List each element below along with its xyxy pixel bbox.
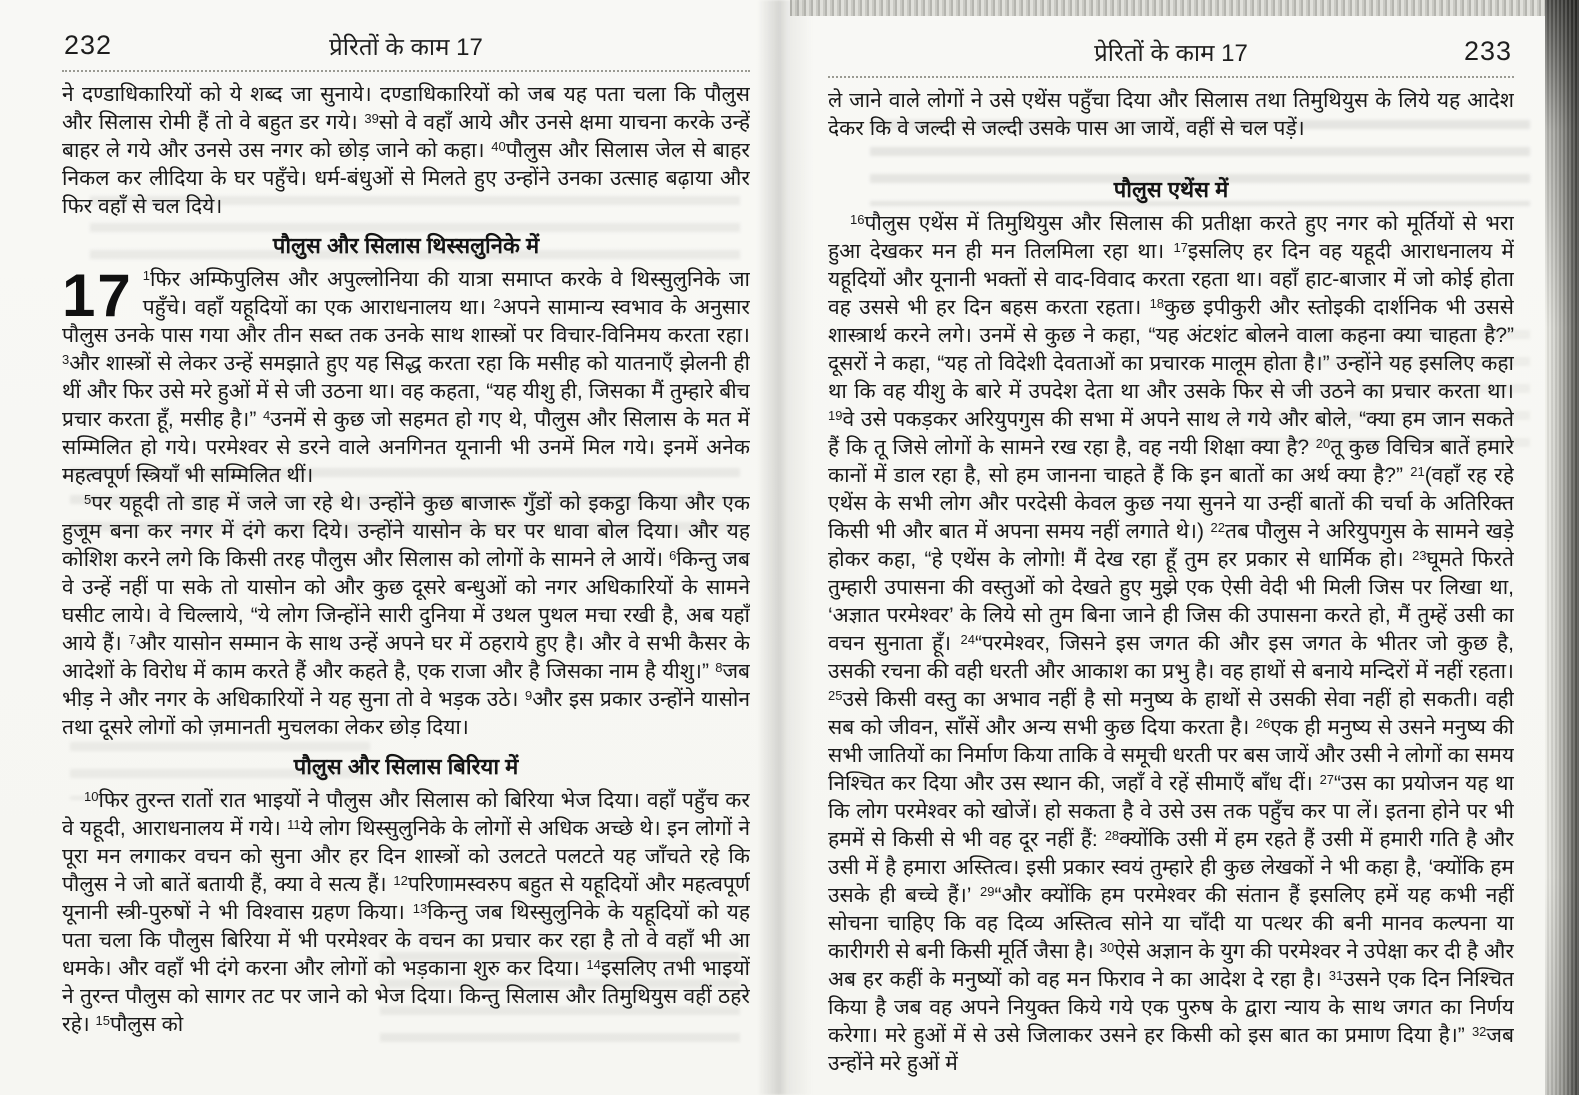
verse-number: 19: [828, 408, 843, 423]
verse-number: 20: [1315, 436, 1331, 451]
verse-number: 14: [586, 957, 601, 972]
verse-number: 30: [1099, 940, 1115, 955]
verse-number: 12: [393, 873, 408, 888]
verse-number: 16: [850, 212, 865, 227]
section-heading: पौलुस और सिलास थिस्सलुनिके में: [272, 233, 540, 258]
verse-number: 6: [669, 548, 677, 563]
page-body-left: [62, 81, 750, 1039]
stacked-page-edges-top: [790, 0, 1579, 16]
page-body-right: [828, 87, 1514, 1078]
body-paragraph: $^{10}$फिर तुरन्त रातों रात भाइयों ने पौलुस और सिलास को बिरिया भेज दिया। वहाँ पहुँच कर वे यहूदी, आराधनालय में गये। $^{11}$ये लोग थिस्सुलुनिके के लोगों से अधिक अच्छे थे। इन लोगों ने पूरा मन लगाकर वचन को सुना और हर दिन शास्त्रों को उलटते पलटते यह जाँचते रहे कि पौलुस ने जो बातें बतायी हैं, क्या वे सत्य हैं। $^{12}$परिणामस्वरुप बहुत से यहूदियों और महत्वपूर्ण यूनानी स्त्री-पुरुषों ने भी विश्वास ग्रहण किया। $^{13}$किन्तु जब थिस्सुलुनिके के यहूदियों को यह पता चला कि पौलुस बिरिया में भी परमेश्वर के वचन का प्रचार कर रहा है तो वे वहाँ भी आ धमके। और वहाँ भी दंगे करना और लोगों को भड़काना शुरु कर दिया। $^{14}$इसलिए तभी भाइयों ने तुरन्त पौलुस को सागर तट पर जाने को भेज दिया। किन्तु सिलास और तिमुथियुस वहीं ठहरे रहे। $^{15}$पौलुस को: [62, 789, 750, 1036]
section-heading: पौलुस एथेंस में: [1113, 177, 1229, 202]
header-dotted-rule-right: [828, 76, 1514, 78]
body-paragraph: ने दण्डाधिकारियों को ये शब्द जा सुनाये। दण्डाधिकारियों को जब यह पता चला कि पौलुस और सिलास रोमी हैं तो वे बहुत डर गये। $^{39}$सो वे वहाँ आये और उनसे क्षमा याचना करके उन्हें बाहर ले गये और उनसे उस नगर को छोड़ जाने को कहा। $^{40}$पौलुस और सिलास जेल से बाहर निकल कर लीदिया के घर पहुँचे। धर्म-बंधुओं से मिलते हुए उन्होंने उनका उत्साह बढ़ाया और फिर वहाँ से चल दिये।: [62, 83, 750, 218]
running-head-title-right: प्रेरितों के काम 17: [1094, 40, 1248, 67]
verse-number: 4: [263, 408, 271, 423]
verse-number: 15: [95, 1013, 111, 1028]
verse-number: 25: [828, 688, 843, 703]
verse-number: 22: [1210, 520, 1225, 535]
verse-number: 32: [1471, 1024, 1487, 1039]
verse-number: 21: [1410, 464, 1425, 479]
running-head-title-left: प्रेरितों के काम 17: [329, 34, 483, 61]
page-number-left: 232: [64, 30, 113, 60]
body-paragraph: $^{16}$पौलुस एथेंस में तिमुथियुस और सिलास की प्रतीक्षा करते हुए नगर को मूर्तियों से भरा हुआ देखकर मन ही मन तिलमिला रहा था। $^{17}$इसलिए हर दिन वह यहूदी आराधनालय में यहूदियों और यूनानी भक्तों से वाद-विवाद करता रहता था। वहाँ हाट-बाजार में जो कोई होता वह उससे भी हर दिन बहस करता रहता। $^{18}$कुछ इपीकुरी और स्तोइकी दार्शनिक भी उससे शास्त्रार्थ करने लगे। उनमें से कुछ ने कहा, “यह अंटशंट बोलने वाला कहना क्या चाहता है?” दूसरों ने कहा, “यह तो विदेशी देवताओं का प्रचारक मालूम होता है।” उन्होंने यह इसलिए कहा था कि वह यीशु के बारे में उपदेश देता था और उसके फिर से जी उठने का प्रचार करता था। $^{19}$वे उसे पकड़कर अरियुपगुस की सभा में अपने साथ ले गये और बोले, “क्या हम जान सकते हैं कि तू जिसे लोगों के सामने रख रहा है, वह नयी शिक्षा क्या है? $^{20}$तू कुछ विचित्र बातें हमारे कानों में डाल रहा है, सो हम जानना चाहते हैं कि इन बातों का अर्थ क्या है?” $^{21}$(वहाँ रह रहे एथेंस के सभी लोग और परदेसी केवल कुछ नया सुनने या उन्हीं बातों की चर्चा के अतिरिक्त किसी भी और बात में अपना समय नहीं लगाते थे।) $^{22}$तब पौलुस ने अरियुपगुस के सामने खड़े होकर कहा, “हे एथेंस के लोगो! मैं देख रहा हूँ तुम हर प्रकार से धार्मिक हो। $^{23}$घूमते फिरते तुम्हारी उपासना की वस्तुओं को देखते हुए मुझे एक ऐसी वेदी भी मिली जिस पर लिखा था, ‘अज्ञात परमेश्वर’ के लिये सो तुम बिना जाने ही जिस की उपासना करते हो, मैं तुम्हें उसी का वचन सुनाता हूँ। $^{24}$“परमेश्वर, जिसने इस जगत की और इस जगत के भीतर जो कुछ है, उसकी रचना की वही धरती और आकाश का प्रभु है। वह हाथों से बनाये मन्दिरों में नहीं रहता। $^{25}$उसे किसी वस्तु का अभाव नहीं है सो मनुष्य के हाथों से उसकी सेवा नहीं हो सकती। वही सब को जीवन, साँसें और अन्य सभी कुछ दिया करता है। $^{26}$एक ही मनुष्य से उसने मनुष्य की सभी जातियों का निर्माण किया ताकि वे समूची धरती पर बस जायें और उसी ने लोगों का समय निश्चित कर दिया और उस स्थान की, जहाँ वे रहें सीमाएँ बाँध दीं। $^{27}$“उस का प्रयोजन यह था कि लोग परमेश्वर को खोजें। हो सकता है वे उसे उस तक पहुँच कर पा लें। इतना होने पर भी हममें से किसी से भी वह दूर नहीं हैं: $^{28}$क्योंकि उसी में हम रहते हैं उसी में हमारी गति है और उसी में है हमारा अस्तित्व। इसी प्रकार स्वयं तुम्हारे ही कुछ लेखकों ने भी कहा है, ‘क्योंकि हम उसके ही बच्चे हैं।’ $^{29}$“और क्योंकि हम परमेश्वर की संतान हैं इसलिए हमें यह कभी नहीं सोचना चाहिए कि वह दिव्य अस्तित्व सोने या चाँदी या पत्थर की बनी मानव कल्पना या कारीगरी से बनी किसी मूर्ति जैसा है। $^{30}$ऐसे अज्ञान के युग की परमेश्वर ने उपेक्षा कर दी है और अब हर कहीं के मनुष्यों को वह मन फिराव ने का आदेश दे रहा है। $^{31}$उसने एक दिन निश्चित किया है जब वह अपने नियुक्त किये गये एक पुरुष के द्वारा न्याय के साथ जगत का निर्णय करेगा। मरे हुओं में से उसे जिलाकर उसने हर किसी को इस बात का प्रमाण दिया है।” $^{32}$जब उन्होंने मरे हुओं में: [828, 212, 1514, 1075]
page-number-right: 233: [1463, 36, 1512, 66]
book-gutter-shadow: [757, 0, 813, 1095]
verse-number: 40: [491, 139, 506, 154]
stacked-page-edges-right: [1545, 0, 1579, 1095]
running-head-left: [62, 30, 750, 64]
verse-number: 29: [980, 884, 995, 899]
verse-number: 2: [493, 296, 501, 311]
page-233: [828, 36, 1514, 1078]
verse-number: 7: [128, 632, 136, 647]
chapter-number: 17: [62, 262, 133, 329]
verse-number: 24: [960, 632, 975, 647]
verse-number: 27: [1319, 772, 1335, 787]
verse-number: 9: [525, 688, 533, 703]
verse-number: 13: [412, 901, 428, 916]
verse-number: 31: [1328, 968, 1344, 983]
verse-number: 1: [142, 268, 150, 283]
body-paragraph: $^5$पर यहूदी तो डाह में जले जा रहे थे। उन्होंने कुछ बाजारू गुँडों को इकट्ठा किया और एक हुजूम बना कर नगर में दंगे करा दिये। उन्होंने यासोन के घर पर धावा बोल दिया। और यह कोशिश करने लगे कि किसी तरह पौलुस और सिलास को लोगों के सामने ले आयें। $^6$किन्तु जब वे उन्हें नहीं पा सके तो यासोन को और कुछ दूसरे बन्धुओं को नगर अधिकारियों के सामने घसीट लाये। वे चिल्लाये, “ये लोग जिन्होंने सारी दुनिया में उथल पुथल मचा रखी है, अब यहाँ आये हैं। $^7$और यासोन सम्मान के साथ उन्हें अपने घर में ठहराये हुए है। और वे सभी कैसर के आदेशों के विरोध में काम करते हैं और कहते है, एक राजा और है जिसका नाम है यीशु।” $^8$जब भीड़ ने और नगर के अधिकारियों ने यह सुना तो वे भड़क उठे। $^9$और इस प्रकार उन्होंने यासोन तथा दूसरे लोगों को ज़मानती मुचलका लेकर छोड़ दिया।: [62, 492, 750, 739]
verse-number: 10: [84, 789, 99, 804]
verse-number: 18: [1149, 296, 1165, 311]
verse-number: 11: [287, 817, 301, 832]
running-head-right: [828, 36, 1514, 70]
verse-number: 39: [364, 111, 379, 126]
header-dotted-rule-left: [62, 70, 750, 72]
section-heading: पौलुस और सिलास बिरिया में: [293, 754, 519, 779]
chapter-paragraph: 17 $^1$फिर अम्फिपुलिस और अपुल्लोनिया की यात्रा समाप्त करके वे थिस्सुलुनिके जा पहुँचे। वहाँ यहूदियों का एक आराधनालय था। $^2$अपने सामान्य स्वभाव के अनुसार पौलुस उनके पास गया और तीन सब्त तक उनके साथ शास्त्रों पर विचार-विनिमय करता रहा। $^3$और शास्त्रों से लेकर उन्हें समझाते हुए यह सिद्ध करता रहा कि मसीह को यातनाएँ झेलनी ही थीं और फिर उसे मरे हुओं में से जी उठना था। वह कहता, “यह यीशु ही, जिसका मैं तुम्हारे बीच प्रचार करता हूँ, मसीह है।” $^4$उनमें से कुछ जो सहमत हो गए थे, पौलुस और सिलास के मत में सम्मिलित हो गये। परमेश्वर से डरने वाले अनगिनत यूनानी भी उनमें मिल गये। इनमें अनेक महत्वपूर्ण स्त्रियाँ भी सम्मिलित थीं।: [62, 262, 750, 487]
verse-number: 26: [1255, 716, 1271, 731]
verse-number: 17: [1173, 240, 1188, 255]
verse-number: 3: [62, 352, 70, 367]
verse-number: 23: [1412, 548, 1427, 563]
body-paragraph: ले जाने वाले लोगों ने उसे एथेंस पहुँचा दिया और सिलास तथा तिमुथियुस के लिये यह आदेश देकर कि वे जल्दी से जल्दी उसके पास आ जायें, वहीं से चल पड़ें।: [828, 89, 1514, 140]
verse-number: 28: [1104, 828, 1120, 843]
verse-number: 5: [84, 492, 92, 507]
page-232: [62, 30, 750, 1039]
verse-number: 8: [715, 660, 723, 675]
